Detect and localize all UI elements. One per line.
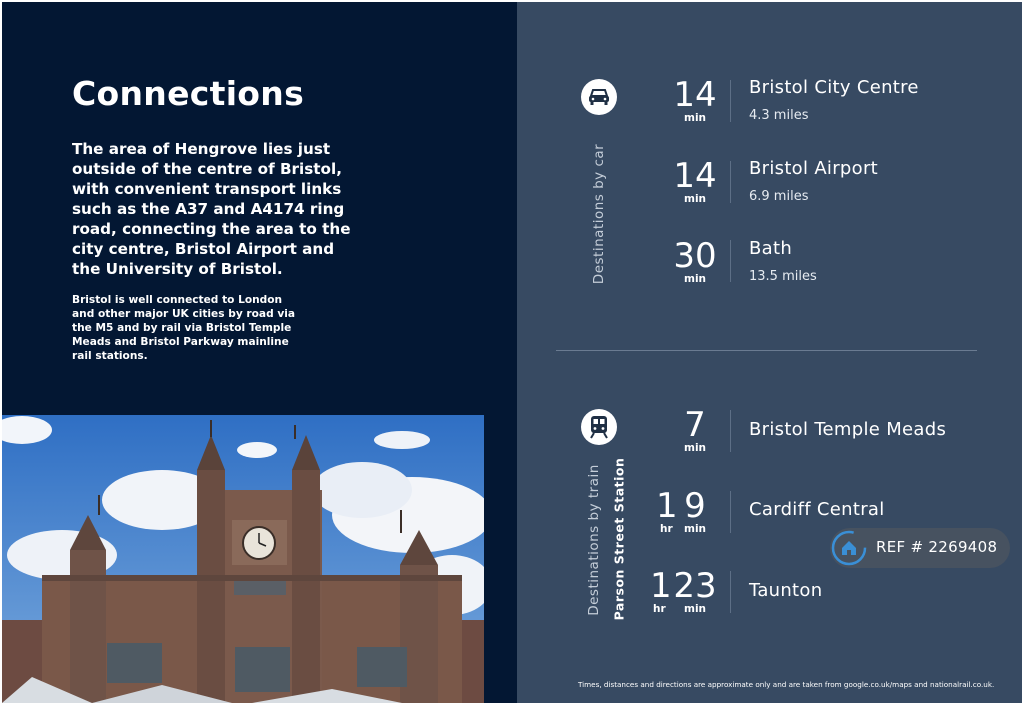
car-unit-1: min	[684, 112, 707, 124]
car-icon	[581, 79, 617, 115]
train-hours-unit-3: hr	[653, 603, 666, 615]
car-section-label: Destinations by car	[591, 143, 607, 285]
car-unit-3: min	[684, 273, 707, 285]
train-hours-3: 1	[650, 566, 672, 606]
secondary-paragraph: Bristol is well connected to London and other major UK cities by road via the M5 and by rail via Bristol Temple Meads and Bristol Parkway mainline rail stations.	[72, 294, 296, 362]
train-destination-3: Taunton	[749, 580, 823, 601]
divider	[730, 161, 731, 203]
car-time-2: 14	[673, 156, 717, 196]
divider	[730, 80, 731, 122]
train-unit-3: min	[684, 603, 707, 615]
train-destination-2: Cardiff Central	[749, 499, 885, 520]
divider	[730, 491, 731, 533]
car-distance-1: 4.3 miles	[749, 108, 809, 123]
train-time-3: 23	[673, 566, 717, 606]
station-photo	[2, 415, 484, 703]
car-time-1: 14	[673, 75, 717, 115]
train-unit-1: min	[684, 442, 707, 454]
disclaimer: Times, distances and directions are approximate only and are taken from google.co.uk/maps and nationalrail.co.uk.	[578, 680, 995, 689]
divider	[730, 571, 731, 613]
train-hours-unit-2: hr	[660, 523, 673, 535]
car-destination-2: Bristol Airport	[749, 158, 879, 179]
home-icon	[831, 530, 867, 566]
section-divider	[556, 350, 977, 351]
train-unit-2: min	[684, 523, 707, 535]
divider	[730, 410, 731, 452]
train-hours-2: 1	[656, 486, 678, 526]
train-section-label: Destinations by train	[586, 464, 602, 616]
divider	[730, 240, 731, 282]
train-icon	[581, 409, 617, 445]
station-name: Parson Street Station	[611, 457, 627, 621]
intro-paragraph: The area of Hengrove lies just outside of the centre of Bristol, with convenient transport links such as the A37 and A4174 ring road, connecting the area to the city centre, Bristol Airport and the University of Bristol.	[72, 140, 351, 278]
train-destination-1: Bristol Temple Meads	[749, 419, 947, 440]
page-title: Connections	[72, 74, 305, 113]
car-time-3: 30	[673, 236, 717, 276]
car-distance-3: 13.5 miles	[749, 269, 817, 284]
train-time-2: 9	[684, 486, 706, 526]
car-destination-3: Bath	[749, 238, 793, 259]
car-distance-2: 6.9 miles	[749, 189, 809, 204]
train-time-1: 7	[684, 405, 706, 445]
ref-number: REF # 2269408	[876, 538, 998, 556]
car-destination-1: Bristol City Centre	[749, 77, 919, 98]
car-unit-2: min	[684, 193, 707, 205]
